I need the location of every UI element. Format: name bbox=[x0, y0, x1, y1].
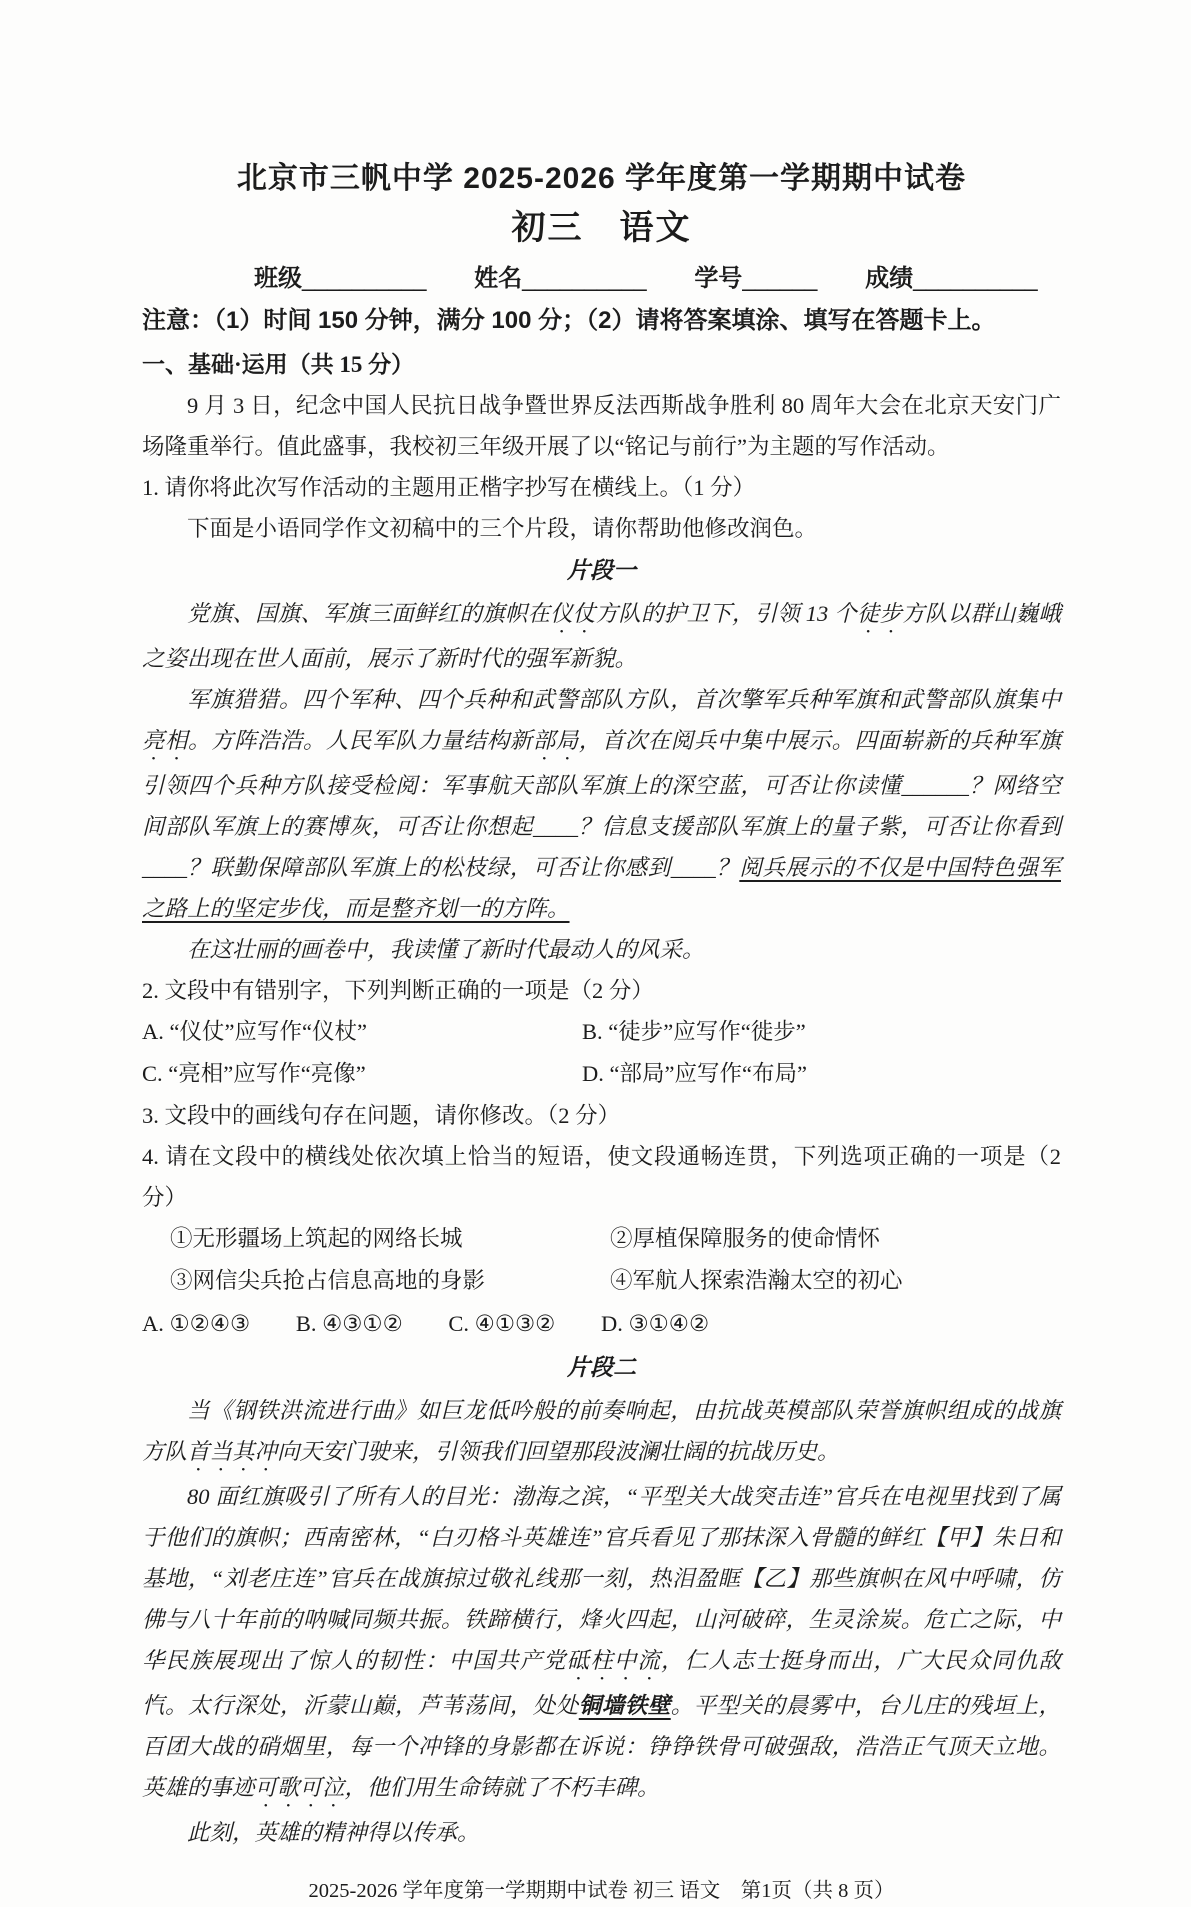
fragment1-title: 片段一 bbox=[567, 558, 636, 583]
question4-option-d: D. ③①④② bbox=[600, 1311, 710, 1336]
question4-option-a: A. ①②④③ bbox=[142, 1311, 251, 1336]
info-field-studentid bbox=[694, 265, 816, 292]
info-label-class: 班级 bbox=[254, 265, 302, 292]
info-label-score: 成绩 bbox=[865, 265, 914, 292]
section1-heading: 一、基础·运用（共 15 分） bbox=[142, 352, 415, 377]
question4-option-c: C. ④①③② bbox=[448, 1311, 556, 1336]
question1-stem: 1. 请你将此次写作活动的主题用正楷字抄写在横线上。（1 分） bbox=[142, 475, 756, 500]
fragment1-paragraph2: 军旗猎猎。四个军种、四个兵种和武警部队方队，首次擎军兵种军旗和武警部队旗集中亮相。方阵浩浩。人民军队力量结构新部局，首次在阅兵中集中展示。四面崭新的兵种军旗引领四个兵种方队接受检阅：军事航天部队军旗上的深空蓝，可否让你读懂______？网络空间部队军旗上的赛博灰，可否让你想起____？信息支援部队军旗上的量子紫，可否让你看到____？联勤保障部队军旗上的松枝绿，可否让你感到____？阅兵展示的不仅是中国特色强军之路上的坚定步伐，而是整齐划一的方阵。 bbox=[142, 687, 1061, 921]
question4-phrase-4: ④军航人探索浩瀚太空的初心 bbox=[610, 1268, 903, 1293]
question2-option-a: A. “仪仗”应写作“仪杖” bbox=[142, 1019, 367, 1044]
question4-options bbox=[142, 1302, 1061, 1346]
info-field-score bbox=[865, 265, 1036, 292]
fragment1-paragraph3: 在这壮丽的画卷中，我读懂了新时代最动人的风采。 bbox=[187, 937, 705, 962]
question4-stem: 4. 请在文段中的横线处依次填上恰当的短语，使文段通畅连贯，下列选项正确的一项是（2 分） bbox=[142, 1144, 1061, 1210]
question4-phrase-1: ①无形疆场上筑起的网络长城 bbox=[170, 1226, 463, 1251]
question4-phrases bbox=[142, 1218, 1061, 1302]
question2-option-c: C. “亮相”应写作“亮像” bbox=[142, 1061, 366, 1086]
info-blank-class: __________ bbox=[302, 265, 426, 292]
school-title: 北京市三帆中学 2025-2026 学年度第一学期期中试卷 bbox=[236, 162, 967, 195]
info-label-name: 姓名 bbox=[474, 265, 523, 292]
info-blank-studentid: ______ bbox=[742, 265, 817, 292]
info-blank-score: __________ bbox=[913, 265, 1037, 292]
question4-phrase-2: ②厚植保障服务的使命情怀 bbox=[610, 1226, 881, 1251]
exam-subject-title: 初三 语文 bbox=[511, 209, 692, 247]
fragment1-paragraph1: 党旗、国旗、军旗三面鲜红的旗帜在仪仗方队的护卫下，引领 13 个徒步方队以群山巍峨之姿出现在世人面前，展示了新时代的强军新貌。 bbox=[142, 601, 1061, 671]
fragment2-paragraph3: 此刻，英雄的精神得以传承。 bbox=[187, 1820, 480, 1845]
info-label-studentid: 学号 bbox=[694, 265, 743, 292]
info-field-name bbox=[474, 265, 645, 292]
fragments-intro: 下面是小语同学作文初稿中的三个片段，请你帮助他修改润色。 bbox=[187, 516, 818, 541]
notice-line: 注意：（1）时间 150 分钟，满分 100 分；（2）请将答案填涂、填写在答题卡上。 bbox=[142, 307, 996, 334]
question2-options bbox=[142, 1011, 1061, 1095]
question2-option-d: D. “部局”应写作“布局” bbox=[582, 1061, 807, 1086]
fragment2-paragraph1: 当《钢铁洪流进行曲》如巨龙低吟般的前奏响起，由抗战英模部队荣誉旗帜组成的战旗方队首当其冲向天安门驶来，引领我们回望那段波澜壮阔的抗战历史。 bbox=[142, 1398, 1061, 1464]
question4-phrase-3: ③网信尖兵抢占信息高地的身影 bbox=[170, 1268, 486, 1293]
question2-option-b: B. “徒步”应写作“徙步” bbox=[582, 1019, 806, 1044]
fragment2-title: 片段二 bbox=[567, 1355, 636, 1380]
student-info-line bbox=[142, 258, 1061, 300]
page-footer: 2025-2026 学年度第一学期期中试卷 初三 语文 第1页（共 8 页） bbox=[308, 1880, 895, 1902]
question4-option-b: B. ④③①② bbox=[295, 1311, 403, 1336]
info-blank-name: __________ bbox=[522, 265, 646, 292]
question3-stem: 3. 文段中的画线句存在问题，请你修改。（2 分） bbox=[142, 1103, 621, 1128]
fragment2-paragraph2: 80 面红旗吸引了所有人的目光：渤海之滨，“平型关大战突击连”官兵在电视里找到了属于他们的旗帜；西南密林，“白刃格斗英雄连”官兵看见了那抹深入骨髓的鲜红【甲】朱日和基地，“刘老庄连”官兵在战旗掠过敬礼线那一刻，热泪盈眶【乙】那些旗帜在风中呼啸，仿佛与八十年前的呐喊同频共振。铁蹄横行，烽火四起，山河破碎，生灵涂炭。危亡之际，中华民族展现出了惊人的韧性：中国共产党砥柱中流，仁人志士挺身而出，广大民众同仇敌忾。太行深处，沂蒙山巅，芦苇荡间，处处铜墙铁壁。平型关的晨雾中，台儿庄的残垣上，百团大战的硝烟里，每一个冲锋的身影都在诉说：铮铮铁骨可破强敌，浩浩正气顶天立地。英雄的事迹可歌可泣，他们用生命铸就了不朽丰碑。 bbox=[142, 1484, 1061, 1800]
question2-stem: 2. 文段中有错别字，下列判断正确的一项是（2 分） bbox=[142, 978, 654, 1003]
section1-intro-paragraph: 9 月 3 日，纪念中国人民抗日战争暨世界反法西斯战争胜利 80 周年大会在北京天安门广场隆重举行。值此盛事，我校初三年级开展了以“铭记与前行”为主题的写作活动。 bbox=[142, 393, 1061, 459]
info-field-class bbox=[254, 265, 425, 292]
